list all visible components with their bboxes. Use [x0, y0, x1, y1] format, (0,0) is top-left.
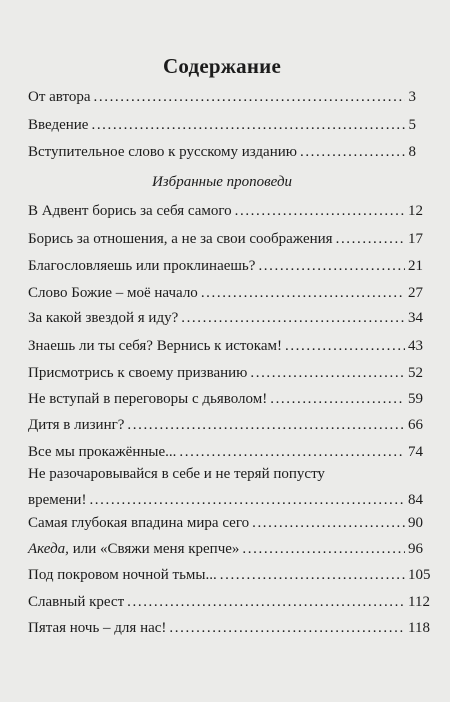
toc-entry-page: 3 — [408, 89, 416, 105]
toc-entry-label-rest: или «Свяжи меня крепче» — [68, 541, 240, 557]
toc-entry — [28, 230, 423, 249]
section-title: Избранные проповеди — [151, 174, 293, 190]
leader-dots — [285, 337, 405, 356]
leader-dots — [181, 309, 405, 328]
leader-dots — [127, 593, 405, 612]
leader-dots — [201, 284, 405, 303]
toc-entry-label: Пятая ночь – для нас! — [28, 620, 167, 636]
toc-entry-page: 90 — [408, 515, 423, 531]
toc-entry-label: Введение — [28, 117, 89, 133]
toc-entry — [28, 443, 423, 462]
leader-dots — [94, 88, 405, 107]
toc-entry-label: Слово Божие – моё начало — [28, 285, 198, 301]
toc-entry — [28, 540, 423, 559]
toc-entry-page: 59 — [408, 391, 423, 407]
toc-entry-page: 17 — [408, 231, 423, 247]
toc-entry — [28, 390, 423, 409]
toc-entry-label: Все мы прокажённые... — [28, 444, 177, 460]
toc-entry-page: 74 — [408, 444, 423, 460]
leader-dots — [127, 416, 405, 435]
toc-entry-label-italic: Акеда, — [28, 541, 69, 557]
toc-entry-page: 5 — [408, 117, 416, 133]
toc-entry-label: В Адвент борись за себя самого — [28, 203, 232, 219]
toc-entry-page: 96 — [408, 541, 423, 557]
toc-entry — [28, 514, 423, 533]
toc-entry — [28, 465, 423, 510]
toc-entry-page: 84 — [408, 492, 423, 508]
toc-entry-label: Благословляешь или проклинаешь? — [28, 258, 256, 274]
toc-entry — [28, 202, 423, 221]
toc-entry-page: 21 — [408, 258, 423, 274]
leader-dots — [270, 390, 405, 409]
toc-entry-page: 112 — [408, 594, 430, 610]
toc-entry-label-line2: времени! — [28, 492, 87, 508]
toc-entry-label: Присмотрись к своему призванию — [28, 365, 248, 381]
toc-entry-label: Дитя в лизинг? — [28, 417, 125, 433]
leader-dots — [235, 202, 405, 221]
leader-dots — [300, 143, 405, 162]
toc-entry — [28, 309, 423, 328]
page-title: Содержание — [163, 54, 281, 78]
toc-entry — [28, 416, 423, 435]
toc-entry-label — [28, 540, 239, 559]
toc-entry-label: Борись за отношения, а не за свои соображения — [28, 231, 333, 247]
toc-entry — [28, 364, 423, 383]
toc-entry-label: Самая глубокая впадина мира сего — [28, 515, 250, 531]
toc-entry-label: Вступительное слово к русскому изданию — [28, 144, 297, 160]
toc-entry-page: 43 — [408, 338, 423, 354]
toc-entry-page: 66 — [408, 417, 423, 433]
toc-entry — [28, 337, 423, 356]
toc-entry — [28, 284, 423, 303]
toc-entry-page: 8 — [408, 144, 416, 160]
toc-entry-label: Не вступай в переговоры с дьяволом! — [28, 391, 268, 407]
toc-entry — [28, 88, 416, 107]
toc-entry-label: От автора — [28, 89, 91, 105]
leader-dots — [250, 364, 405, 383]
toc-entry-label: За какой звездой я иду? — [28, 310, 179, 326]
leader-dots — [169, 619, 405, 638]
toc-entry — [28, 566, 431, 585]
leader-dots — [258, 257, 405, 276]
leader-dots — [336, 230, 405, 249]
toc-entry-label: Славный крест — [28, 594, 125, 610]
toc-entry-page: 27 — [408, 285, 423, 301]
toc-entry — [28, 143, 416, 162]
toc-entry-label: Знаешь ли ты себя? Вернись к истокам! — [28, 338, 282, 354]
toc-entry — [28, 257, 423, 276]
toc-entry-page: 12 — [408, 203, 423, 219]
toc-entry — [28, 619, 430, 638]
leader-dots — [252, 514, 405, 533]
toc-entry-label: Под покровом ночной тьмы... — [28, 567, 217, 583]
toc-entry-page: 118 — [408, 620, 430, 636]
toc-entry-label-line1: Не разочаровывайся в себе и не теряй попусту — [28, 466, 325, 482]
leader-dots — [220, 566, 405, 585]
toc-entry — [28, 593, 430, 612]
toc-entry-page: 52 — [408, 365, 423, 381]
leader-dots — [179, 443, 405, 462]
leader-dots — [242, 540, 405, 559]
leader-dots — [89, 491, 405, 510]
toc-entry-page: 105 — [408, 567, 431, 583]
toc-entry-page: 34 — [408, 310, 423, 326]
toc-entry — [28, 116, 416, 135]
leader-dots — [91, 116, 405, 135]
